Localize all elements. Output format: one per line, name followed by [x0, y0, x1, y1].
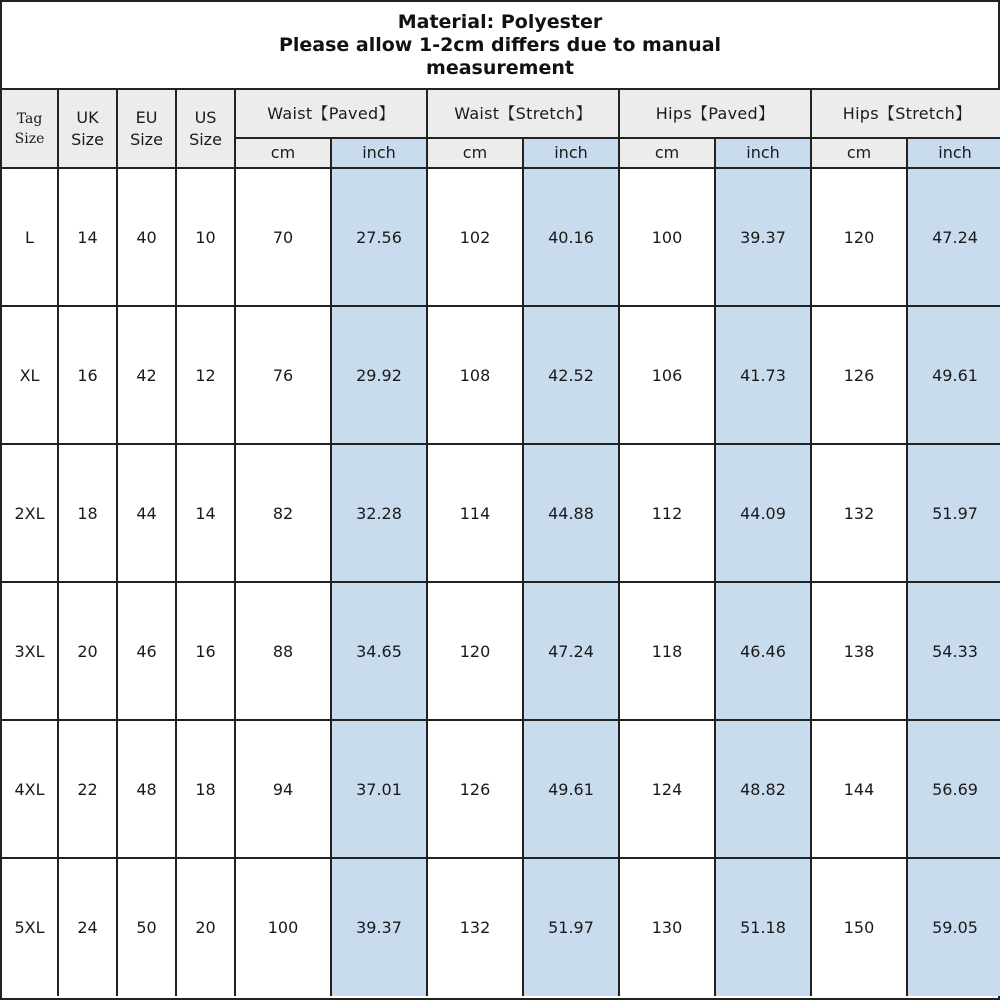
- hips-stretch-cm-cell: 126: [811, 306, 907, 444]
- unit-inch-header: inch: [907, 138, 1000, 168]
- waist-stretch-cm-cell: 108: [427, 306, 523, 444]
- tolerance-line: Please allow 1-2cm differs due to manual: [278, 33, 722, 56]
- hips-stretch-inch-cell: 54.33: [907, 582, 1000, 720]
- table-row: [2, 858, 1000, 996]
- us-size-cell: 20: [176, 858, 235, 996]
- uk-size-cell: 20: [58, 582, 117, 720]
- waist-paved-inch-cell: 39.37: [331, 858, 427, 996]
- waist-stretch-inch-cell: 42.52: [523, 306, 619, 444]
- unit-cm-header: cm: [811, 138, 907, 168]
- hips-paved-header: Hips【Paved】: [619, 90, 811, 138]
- uk-size-header-line1: UK: [76, 107, 99, 127]
- waist-stretch-header: Waist【Stretch】: [427, 90, 619, 138]
- hips-paved-cm-cell: 124: [619, 720, 715, 858]
- hips-stretch-inch-cell: 47.24: [907, 168, 1000, 306]
- hips-stretch-inch-cell: 49.61: [907, 306, 1000, 444]
- eu-size-cell: 48: [117, 720, 176, 858]
- unit-inch-header: inch: [523, 138, 619, 168]
- hips-paved-cm-cell: 100: [619, 168, 715, 306]
- hips-paved-cm-cell: 130: [619, 858, 715, 996]
- hips-paved-inch-cell: 48.82: [715, 720, 811, 858]
- waist-stretch-cm-cell: 126: [427, 720, 523, 858]
- us-size-cell: 18: [176, 720, 235, 858]
- unit-cm-header: cm: [235, 138, 331, 168]
- hips-stretch-cm-cell: 138: [811, 582, 907, 720]
- chart-header: [2, 2, 998, 90]
- tag-size-header-line2: Size: [14, 130, 45, 147]
- hips-paved-inch-cell: 51.18: [715, 858, 811, 996]
- waist-stretch-inch-cell: 44.88: [523, 444, 619, 582]
- unit-cm-header: cm: [619, 138, 715, 168]
- hips-stretch-cm-cell: 132: [811, 444, 907, 582]
- waist-paved-cm-cell: 88: [235, 582, 331, 720]
- us-size-cell: 16: [176, 582, 235, 720]
- hips-stretch-header: Hips【Stretch】: [811, 90, 1000, 138]
- hips-paved-inch-cell: 44.09: [715, 444, 811, 582]
- hips-stretch-cm-cell: 120: [811, 168, 907, 306]
- hips-paved-inch-cell: 39.37: [715, 168, 811, 306]
- table-row: [2, 720, 1000, 858]
- eu-size-header-line1: EU: [135, 107, 158, 127]
- waist-paved-header: Waist【Paved】: [235, 90, 427, 138]
- waist-paved-inch-cell: 32.28: [331, 444, 427, 582]
- tag-size-header: [2, 90, 58, 168]
- hips-stretch-inch-cell: 59.05: [907, 858, 1000, 996]
- waist-stretch-inch-cell: 49.61: [523, 720, 619, 858]
- waist-stretch-cm-cell: 102: [427, 168, 523, 306]
- eu-size-header-line2: Size: [130, 129, 163, 149]
- table-row: [2, 306, 1000, 444]
- eu-size-cell: 40: [117, 168, 176, 306]
- waist-stretch-cm-cell: 132: [427, 858, 523, 996]
- eu-size-header: [117, 90, 176, 168]
- uk-size-cell: 16: [58, 306, 117, 444]
- us-size-cell: 12: [176, 306, 235, 444]
- table-row: [2, 168, 1000, 306]
- unit-inch-header: inch: [331, 138, 427, 168]
- waist-stretch-inch-cell: 51.97: [523, 858, 619, 996]
- waist-paved-cm-cell: 76: [235, 306, 331, 444]
- waist-stretch-cm-cell: 114: [427, 444, 523, 582]
- uk-size-cell: 22: [58, 720, 117, 858]
- waist-paved-cm-cell: 100: [235, 858, 331, 996]
- waist-stretch-inch-cell: 40.16: [523, 168, 619, 306]
- uk-size-cell: 18: [58, 444, 117, 582]
- tag-size-cell: L: [2, 168, 58, 306]
- table-row: [2, 444, 1000, 582]
- us-size-cell: 14: [176, 444, 235, 582]
- table-row: [2, 582, 1000, 720]
- hips-paved-cm-cell: 118: [619, 582, 715, 720]
- waist-stretch-inch-cell: 47.24: [523, 582, 619, 720]
- waist-paved-inch-cell: 27.56: [331, 168, 427, 306]
- hips-paved-cm-cell: 106: [619, 306, 715, 444]
- unit-cm-header: cm: [427, 138, 523, 168]
- size-table: [2, 90, 1000, 996]
- waist-paved-cm-cell: 82: [235, 444, 331, 582]
- waist-paved-inch-cell: 34.65: [331, 582, 427, 720]
- waist-paved-cm-cell: 94: [235, 720, 331, 858]
- us-size-header: [176, 90, 235, 168]
- hips-stretch-inch-cell: 56.69: [907, 720, 1000, 858]
- us-size-header-line2: Size: [189, 129, 222, 149]
- waist-paved-cm-cell: 70: [235, 168, 331, 306]
- tag-size-cell: 2XL: [2, 444, 58, 582]
- eu-size-cell: 46: [117, 582, 176, 720]
- eu-size-cell: 50: [117, 858, 176, 996]
- waist-paved-inch-cell: 37.01: [331, 720, 427, 858]
- material-line: Material: Polyester: [397, 10, 603, 33]
- tag-size-header-line1: Tag: [16, 110, 43, 127]
- eu-size-cell: 44: [117, 444, 176, 582]
- tag-size-cell: 4XL: [2, 720, 58, 858]
- unit-inch-header: inch: [715, 138, 811, 168]
- uk-size-header: [58, 90, 117, 168]
- hips-paved-cm-cell: 112: [619, 444, 715, 582]
- waist-stretch-cm-cell: 120: [427, 582, 523, 720]
- uk-size-cell: 24: [58, 858, 117, 996]
- tolerance-line-continued: measurement: [426, 56, 574, 79]
- hips-paved-inch-cell: 46.46: [715, 582, 811, 720]
- us-size-cell: 10: [176, 168, 235, 306]
- waist-paved-inch-cell: 29.92: [331, 306, 427, 444]
- us-size-header-line1: US: [194, 107, 217, 127]
- eu-size-cell: 42: [117, 306, 176, 444]
- tag-size-cell: 5XL: [2, 858, 58, 996]
- hips-stretch-cm-cell: 144: [811, 720, 907, 858]
- hips-stretch-cm-cell: 150: [811, 858, 907, 996]
- hips-paved-inch-cell: 41.73: [715, 306, 811, 444]
- uk-size-header-line2: Size: [71, 129, 104, 149]
- tag-size-cell: 3XL: [2, 582, 58, 720]
- hips-stretch-inch-cell: 51.97: [907, 444, 1000, 582]
- tag-size-cell: XL: [2, 306, 58, 444]
- uk-size-cell: 14: [58, 168, 117, 306]
